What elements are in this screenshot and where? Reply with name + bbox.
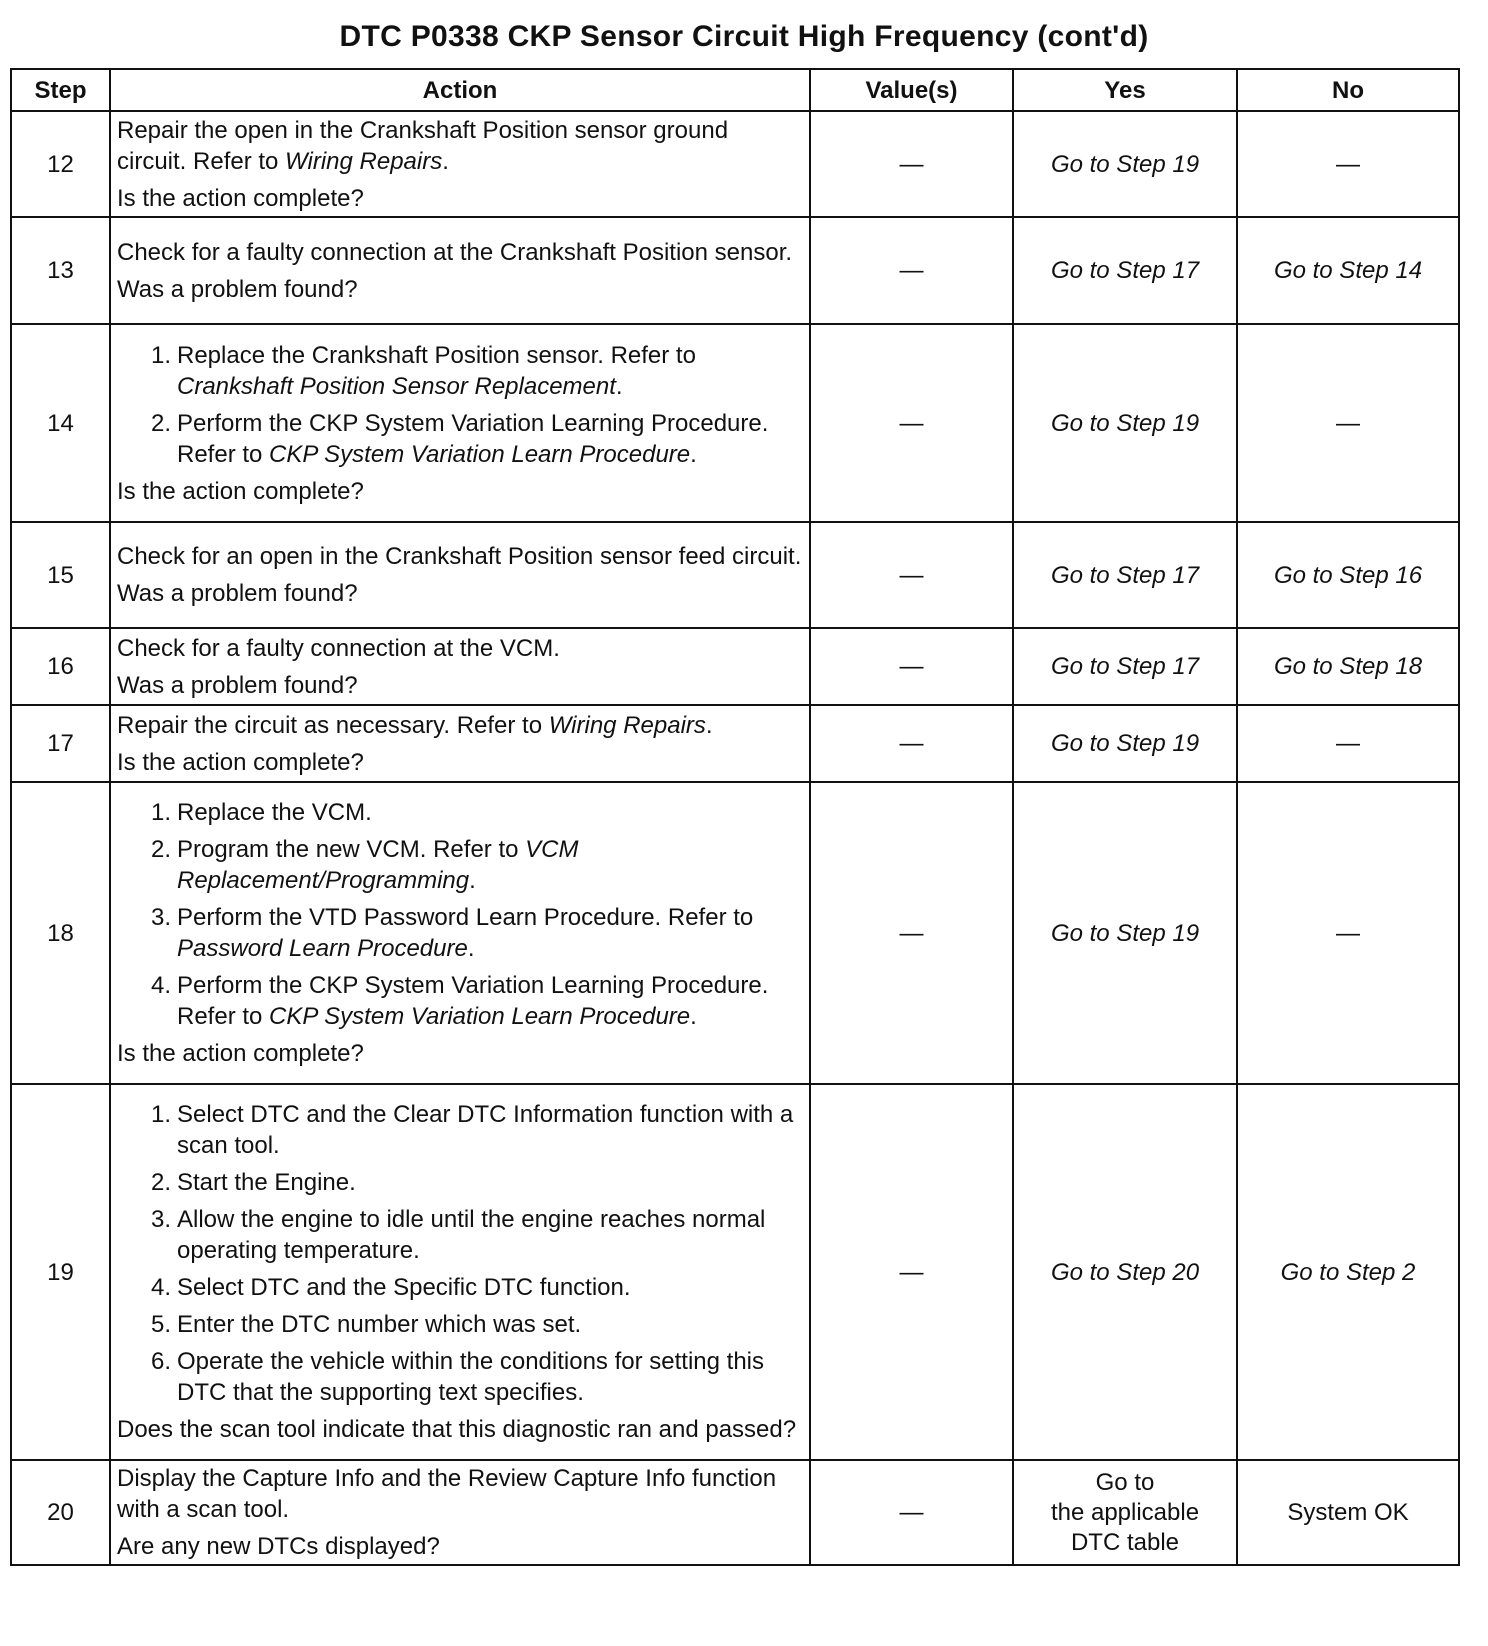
step-number: 17 <box>11 705 110 782</box>
no-cell: Go to Step 14 <box>1237 217 1459 324</box>
action-question: Was a problem found? <box>117 671 358 699</box>
action-question: Does the scan tool indicate that this diagnostic ran and passed? <box>117 1416 797 1443</box>
list-item: 3. Allow the engine to idle until the engine reaches normal operating temperature. <box>150 1206 766 1264</box>
header-values: Value(s) <box>810 69 1013 111</box>
action-question: Is the action complete? <box>117 1040 364 1067</box>
no-cell: Go to Step 16 <box>1237 522 1459 628</box>
yes-cell: Go to Step 19 <box>1013 705 1237 782</box>
action-cell <box>110 111 810 217</box>
table-row <box>11 1084 1459 1460</box>
no-cell: — <box>1237 782 1459 1084</box>
step-number: 19 <box>11 1084 110 1460</box>
table-row <box>11 522 1459 628</box>
action-text: Check for a faulty connection at the VCM. <box>117 634 560 662</box>
action-question: Was a problem found? <box>117 275 358 303</box>
value-cell: — <box>810 1084 1013 1460</box>
action-cell <box>110 1460 810 1565</box>
action-text: Display the Capture Info and the Review Capture Info function with a scan tool. <box>117 1465 777 1523</box>
no-cell: System OK <box>1237 1460 1459 1565</box>
action-cell <box>110 217 810 324</box>
list-item: 1. Replace the Crankshaft Position sensor. Refer to Crankshaft Position Sensor Replacement. <box>150 341 696 400</box>
list-item: 4. Select DTC and the Specific DTC function. <box>150 1274 631 1301</box>
step-number: 20 <box>11 1460 110 1565</box>
action-cell <box>110 628 810 705</box>
action-question: Are any new DTCs displayed? <box>117 1533 440 1560</box>
action-question: Is the action complete? <box>117 184 364 212</box>
yes-cell: Go to Step 19 <box>1013 782 1237 1084</box>
list-item: 1. Replace the VCM. <box>150 799 372 826</box>
table-row <box>11 217 1459 324</box>
action-cell <box>110 522 810 628</box>
value-cell: — <box>810 324 1013 522</box>
action-text: Repair the open in the Crankshaft Position sensor ground circuit. Refer to Wiring Repairs. <box>117 116 729 175</box>
yes-cell <box>1013 1460 1237 1565</box>
yes-line: DTC table <box>1070 1528 1180 1556</box>
yes-cell: Go to Step 17 <box>1013 628 1237 705</box>
yes-line: Go to <box>1095 1468 1155 1496</box>
header-step: Step <box>11 69 110 111</box>
table-row <box>11 324 1459 522</box>
action-cell <box>110 705 810 782</box>
action-question: Was a problem found? <box>117 580 358 607</box>
yes-cell: Go to Step 17 <box>1013 522 1237 628</box>
list-item: 2. Program the new VCM. Refer to VCM Replacement/Programming. <box>150 836 579 894</box>
list-item: 2. Perform the CKP System Variation Learning Procedure. Refer to CKP System Variation Learn Procedure. <box>150 409 769 468</box>
table-row <box>11 782 1459 1084</box>
table-row <box>11 705 1459 782</box>
page-title: DTC P0338 CKP Sensor Circuit High Frequency (cont'd) <box>339 20 1149 53</box>
step-number: 14 <box>11 324 110 522</box>
action-cell <box>110 782 810 1084</box>
list-item: 3. Perform the VTD Password Learn Procedure. Refer to Password Learn Procedure. <box>150 904 754 962</box>
list-item: 2. Start the Engine. <box>150 1169 356 1196</box>
yes-cell: Go to Step 20 <box>1013 1084 1237 1460</box>
step-number: 12 <box>11 111 110 217</box>
table-header-row <box>11 69 1459 111</box>
list-item: 4. Perform the CKP System Variation Learning Procedure. Refer to CKP System Variation Learn Procedure. <box>150 972 769 1030</box>
action-text: Check for an open in the Crankshaft Position sensor feed circuit. <box>117 543 802 570</box>
step-number: 18 <box>11 782 110 1084</box>
diagnostic-table <box>10 68 1460 1566</box>
no-cell: — <box>1237 324 1459 522</box>
step-number: 13 <box>11 217 110 324</box>
action-cell <box>110 1084 810 1460</box>
list-item: 1. Select DTC and the Clear DTC Information function with a scan tool. <box>150 1101 794 1159</box>
list-item: 6. Operate the vehicle within the conditions for setting this DTC that the supporting text specifies. <box>150 1348 764 1406</box>
procedure-list <box>117 340 803 470</box>
header-yes: Yes <box>1013 69 1237 111</box>
action-text: Repair the circuit as necessary. Refer to Wiring Repairs. <box>117 711 713 739</box>
yes-cell: Go to Step 19 <box>1013 324 1237 522</box>
step-number: 15 <box>11 522 110 628</box>
procedure-list <box>117 1099 803 1408</box>
action-text: Check for a faulty connection at the Crankshaft Position sensor. <box>117 238 793 266</box>
value-cell: — <box>810 522 1013 628</box>
list-item: 5. Enter the DTC number which was set. <box>150 1311 582 1338</box>
value-cell: — <box>810 217 1013 324</box>
value-cell: — <box>810 111 1013 217</box>
no-cell: Go to Step 2 <box>1237 1084 1459 1460</box>
procedure-list <box>117 797 803 1032</box>
action-cell <box>110 324 810 522</box>
yes-line: the applicable <box>1050 1498 1200 1526</box>
yes-cell: Go to Step 17 <box>1013 217 1237 324</box>
no-cell: — <box>1237 111 1459 217</box>
value-cell: — <box>810 705 1013 782</box>
value-cell: — <box>810 782 1013 1084</box>
no-cell: — <box>1237 705 1459 782</box>
header-no: No <box>1237 69 1459 111</box>
value-cell: — <box>810 1460 1013 1565</box>
value-cell: — <box>810 628 1013 705</box>
no-cell: Go to Step 18 <box>1237 628 1459 705</box>
step-number: 16 <box>11 628 110 705</box>
action-question: Is the action complete? <box>117 477 364 505</box>
yes-cell: Go to Step 19 <box>1013 111 1237 217</box>
table-row <box>11 628 1459 705</box>
table-row <box>11 1460 1459 1565</box>
header-action: Action <box>110 69 810 111</box>
action-question: Is the action complete? <box>117 748 364 776</box>
table-row <box>11 111 1459 217</box>
